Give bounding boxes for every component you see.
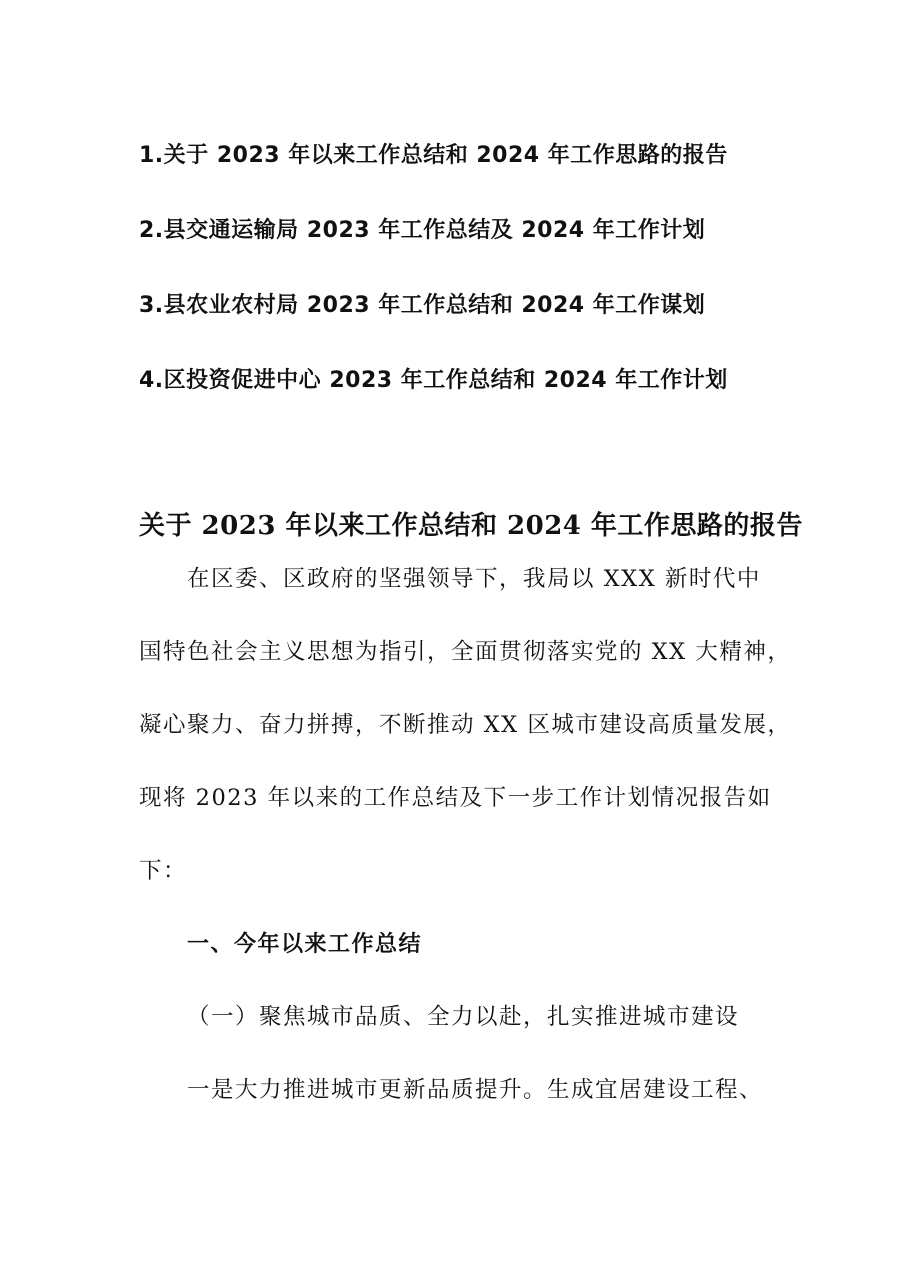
toc-item-3: 3.县农业农村局 2023 年工作总结和 2024 年工作谋划 [139, 293, 706, 318]
paragraph-line-5: 下： [139, 858, 188, 884]
paragraph-line-3: 凝心聚力、奋力拼搏，不断推动 XX 区城市建设高质量发展， [139, 712, 792, 738]
article-body [139, 562, 799, 1108]
table-of-contents [139, 140, 839, 397]
paragraph-line-2: 国特色社会主义思想为指引，全面贯彻落实党的 XX 大精神， [139, 639, 792, 665]
paragraph-line-4: 现将 2023 年以来的工作总结及下一步工作计划情况报告如 [139, 785, 772, 811]
article-title: 关于 2023 年以来工作总结和 2024 年工作思路的报告 [139, 511, 803, 541]
toc-item-4: 4.区投资促进中心 2023 年工作总结和 2024 年工作计划 [139, 368, 728, 393]
toc-item-1: 1.关于 2023 年以来工作总结和 2024 年工作思路的报告 [139, 143, 728, 168]
paragraph-line-6: 一是大力推进城市更新品质提升。生成宜居建设工程、 [187, 1077, 764, 1103]
subsection-heading: （一）聚焦城市品质、全力以赴，扎实推进城市建设 [187, 1004, 740, 1030]
section-heading: 一、今年以来工作总结 [187, 932, 423, 957]
paragraph-line-1: 在区委、区政府的坚强领导下，我局以 XXX 新时代中 [187, 566, 761, 592]
toc-item-2: 2.县交通运输局 2023 年工作总结及 2024 年工作计划 [139, 218, 706, 243]
